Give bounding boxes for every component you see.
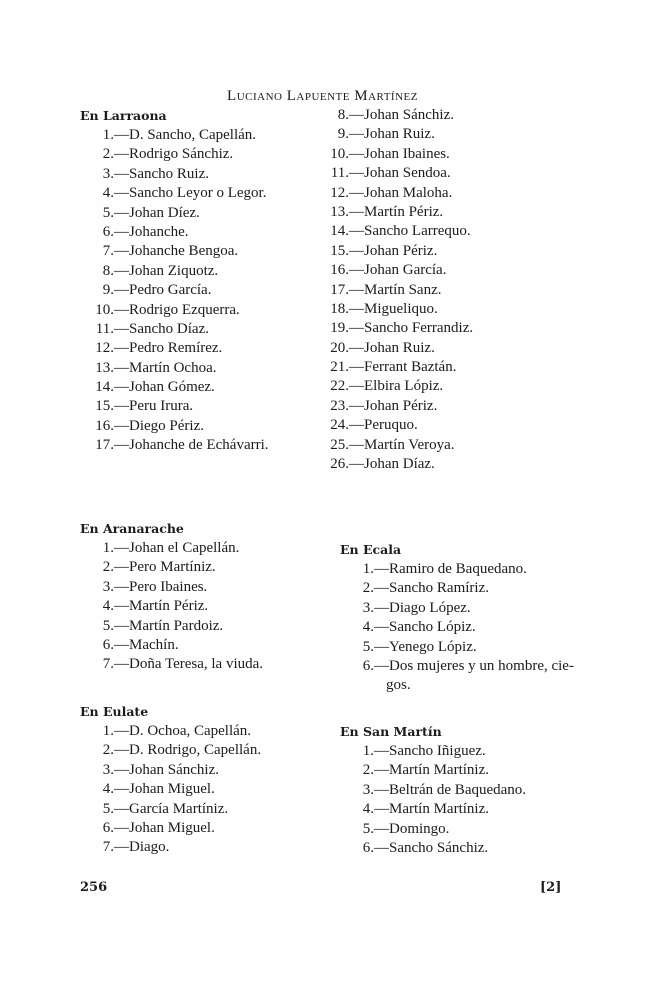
item-text: —Martín Ochoa.: [114, 359, 217, 376]
item-text: —D. Rodrigo, Capellán.: [114, 742, 262, 759]
list-item: [340, 560, 574, 579]
list-item: [315, 300, 473, 319]
item-text: —Sancho Lópiz.: [374, 619, 476, 636]
item-text: —Diego Périz.: [114, 417, 204, 434]
item-number: 1.: [102, 723, 114, 739]
item-number: 4.: [362, 801, 374, 818]
item-number: 14.: [95, 379, 114, 396]
section-right-1: [340, 539, 574, 696]
list-item: [315, 125, 473, 144]
item-text: —Johan Miguel.: [114, 781, 215, 798]
item-number: 6.: [102, 223, 114, 240]
item-text: —D. Ochoa, Capellán.: [114, 723, 252, 739]
item-text: —Martín Veroya.: [349, 436, 455, 453]
list-item: [315, 339, 473, 358]
item-number: 16.: [95, 417, 114, 434]
item-text: —D. Sancho, Capellán.: [114, 127, 257, 143]
list-item: [80, 204, 269, 223]
item-text: —Johan García.: [349, 262, 447, 279]
list-item: [340, 781, 526, 800]
item-text: —Diago López.: [374, 599, 471, 616]
item-text: —Johan Ruiz.: [349, 339, 435, 356]
item-text: —Yenego Lópiz.: [374, 638, 477, 655]
item-number: 9.: [337, 126, 349, 143]
item-number: 3.: [102, 165, 114, 182]
list-item: [315, 145, 473, 164]
item-number: 7.: [102, 656, 114, 673]
item-number: 10.: [330, 145, 349, 162]
list-item: [315, 397, 473, 416]
list-item: [340, 761, 526, 780]
list-item: [315, 358, 473, 377]
item-text: —Johan Ibaines.: [349, 145, 450, 162]
item-text: —Johanche de Echávarri.: [114, 437, 269, 454]
item-text: —Johan Sendoa.: [349, 165, 451, 182]
item-text: —Martín Périz.: [349, 203, 444, 220]
list-item: [80, 838, 261, 857]
item-text: —Pero Martíniz.: [114, 559, 216, 576]
section-right-0: [315, 106, 473, 474]
section-heading: En Larraona: [80, 108, 167, 123]
item-text: —Sancho Leyor o Legor.: [114, 185, 267, 202]
list-item: [80, 165, 269, 184]
list-item: [80, 617, 263, 636]
list-item: [340, 599, 574, 618]
item-number: 12.: [95, 340, 114, 357]
item-text: —Sancho Iñiguez.: [374, 743, 486, 759]
list-item: [80, 741, 261, 760]
item-number: 6.: [362, 839, 374, 856]
item-text: —Sancho Larrequo.: [349, 223, 471, 240]
list-item: [80, 262, 269, 281]
signature-mark: [2]: [540, 880, 562, 895]
item-number: 3.: [362, 781, 374, 798]
list-item: [80, 539, 263, 558]
item-number: 13.: [330, 203, 349, 220]
list-item: [80, 378, 269, 397]
item-text: —Sancho Sánchiz.: [374, 839, 489, 856]
item-number: 23.: [330, 397, 349, 414]
item-text: —Johan Gómez.: [114, 379, 215, 396]
item-text: —Ferrant Baztán.: [349, 359, 457, 376]
list-item: [80, 636, 263, 655]
item-text: —Sancho Ramíriz.: [374, 580, 489, 597]
item-number: 5.: [362, 820, 374, 837]
section-left-0: [80, 105, 269, 456]
item-text: —Johanche Bengoa.: [114, 243, 239, 260]
item-text: —Johan Díez.: [114, 204, 200, 221]
item-text: —Pero Ibaines.: [114, 578, 208, 595]
list-item: [80, 223, 269, 242]
item-number: 18.: [330, 300, 349, 317]
item-number: 8.: [337, 107, 349, 123]
item-number: 14.: [330, 223, 349, 240]
list-item: [315, 242, 473, 261]
list-item: [80, 397, 269, 416]
list-item: [80, 281, 269, 300]
item-text: —Sancho Ruiz.: [114, 165, 209, 182]
item-text: —Johan Ruiz.: [349, 126, 435, 143]
item-text: —Domingo.: [374, 820, 450, 837]
list-item: [315, 203, 473, 222]
list-item: [340, 579, 574, 598]
list-item: [340, 618, 574, 637]
item-number: 7.: [102, 243, 114, 260]
item-number: 1.: [362, 561, 374, 577]
item-text: —Pedro García.: [114, 282, 212, 299]
item-text: —Martín Périz.: [114, 598, 209, 615]
item-text: —Martín Pardoiz.: [114, 617, 224, 634]
list-item: [315, 184, 473, 203]
list-item: [80, 359, 269, 378]
item-number: 1.: [102, 127, 114, 143]
item-number: 11.: [330, 165, 349, 182]
item-number: [340, 676, 374, 695]
item-text: —Johan Sánchiz.: [349, 107, 454, 123]
section-heading: En San Martín: [340, 724, 442, 739]
list-item: [315, 377, 473, 396]
item-text: —Johan Périz.: [349, 397, 438, 414]
item-text: gos.: [386, 677, 411, 694]
item-number: 10.: [95, 301, 114, 318]
list-item: [315, 222, 473, 241]
item-number: 4.: [102, 598, 114, 615]
item-number: 12.: [330, 184, 349, 201]
item-number: 25.: [330, 436, 349, 453]
section-heading: En Eulate: [80, 704, 149, 719]
item-text: —Johan Miguel.: [114, 819, 215, 836]
list-item: [80, 722, 261, 741]
list-item: [80, 242, 269, 261]
item-text: —Doña Teresa, la viuda.: [114, 656, 264, 673]
item-text: —Rodrigo Ezquerra.: [114, 301, 240, 318]
item-number: 19.: [330, 320, 349, 337]
section-left-2: [80, 701, 261, 858]
list-item: [340, 638, 574, 657]
item-text: —Martín Martíniz.: [374, 801, 489, 818]
item-number: 8.: [102, 262, 114, 279]
item-text: —Johan el Capellán.: [114, 540, 240, 556]
item-number: 3.: [102, 761, 114, 778]
item-number: 15.: [95, 398, 114, 415]
list-item: [80, 655, 263, 674]
item-number: 22.: [330, 378, 349, 395]
list-item: [80, 145, 269, 164]
item-text: —Martín Martíniz.: [374, 762, 489, 779]
list-item: [315, 455, 473, 474]
item-number: 2.: [102, 742, 114, 759]
item-number: 5.: [102, 204, 114, 221]
item-text: —Johan Ziquotz.: [114, 262, 219, 279]
item-text: —Migueliquo.: [349, 300, 438, 317]
running-head: Luciano Lapuente Martínez: [227, 88, 418, 104]
item-text: —Rodrigo Sánchiz.: [114, 146, 234, 163]
item-number: 24.: [330, 417, 349, 434]
item-number: 5.: [102, 617, 114, 634]
item-number: 1.: [362, 743, 374, 759]
item-number: 4.: [102, 185, 114, 202]
list-item: [340, 742, 526, 761]
item-number: 16.: [330, 262, 349, 279]
item-text: —Sancho Díaz.: [114, 320, 209, 337]
item-text: —Johan Périz.: [349, 242, 438, 259]
list-item: [340, 839, 526, 858]
item-text: —Peruquo.: [349, 417, 418, 434]
list-item: [80, 436, 269, 455]
list-item: [80, 819, 261, 838]
list-item: [315, 416, 473, 435]
item-text: —Martín Sanz.: [349, 281, 442, 298]
list-item: [80, 417, 269, 436]
item-text: —Peru Irura.: [114, 398, 194, 415]
list-item: [80, 761, 261, 780]
item-number: 4.: [102, 781, 114, 798]
list-item: [80, 339, 269, 358]
section-left-1: [80, 518, 263, 675]
list-item: [340, 657, 574, 676]
list-item: [80, 780, 261, 799]
list-item: [80, 126, 269, 145]
item-number: 2.: [362, 762, 374, 779]
item-text: —Diago.: [114, 839, 170, 856]
list-item: [315, 261, 473, 280]
section-right-2: [340, 721, 526, 858]
item-text: —Johanche.: [114, 223, 189, 240]
page-number: 256: [80, 880, 108, 895]
item-number: 21.: [330, 359, 349, 376]
item-number: 6.: [102, 819, 114, 836]
item-number: 7.: [102, 839, 114, 856]
list-item: [340, 820, 526, 839]
item-number: 4.: [362, 619, 374, 636]
item-number: 3.: [102, 578, 114, 595]
item-text: —Pedro Remírez.: [114, 340, 223, 357]
item-number: 2.: [102, 559, 114, 576]
item-number: 17.: [330, 281, 349, 298]
item-number: 2.: [362, 580, 374, 597]
item-number: 6.: [362, 657, 374, 674]
list-item: [80, 800, 261, 819]
item-number: 5.: [362, 638, 374, 655]
list-item: [80, 558, 263, 577]
item-text: —Machín.: [114, 636, 179, 653]
item-number: 2.: [102, 146, 114, 163]
item-text: —Elbira Lópiz.: [349, 378, 444, 395]
item-number: 20.: [330, 339, 349, 356]
list-item: [80, 597, 263, 616]
list-item: [315, 106, 473, 125]
list-item: [315, 436, 473, 455]
item-number: 15.: [330, 242, 349, 259]
item-number: 3.: [362, 599, 374, 616]
item-number: 17.: [95, 437, 114, 454]
item-text: —Ramiro de Baquedano.: [374, 561, 527, 577]
list-item: [315, 319, 473, 338]
item-number: 11.: [95, 320, 114, 337]
item-number: 6.: [102, 636, 114, 653]
item-number: 1.: [102, 540, 114, 556]
list-item: [340, 800, 526, 819]
item-text: —García Martíniz.: [114, 800, 229, 817]
item-number: 13.: [95, 359, 114, 376]
list-item: [80, 184, 269, 203]
item-text: —Beltrán de Baquedano.: [374, 781, 527, 798]
list-item: [340, 676, 574, 695]
item-number: 5.: [102, 800, 114, 817]
list-item: [80, 578, 263, 597]
list-item: [315, 281, 473, 300]
item-text: —Sancho Ferrandiz.: [349, 320, 474, 337]
item-text: —Johan Sánchiz.: [114, 761, 219, 778]
list-item: [80, 301, 269, 320]
item-number: 9.: [102, 282, 114, 299]
list-item: [80, 320, 269, 339]
item-text: —Johan Díaz.: [349, 456, 435, 473]
list-item: [315, 164, 473, 183]
section-heading: En Ecala: [340, 542, 402, 557]
item-number: 26.: [330, 456, 349, 473]
item-text: —Johan Maloha.: [349, 184, 453, 201]
item-text: —Dos mujeres y un hombre, cie-: [374, 657, 574, 674]
section-heading: En Aranarache: [80, 521, 184, 536]
